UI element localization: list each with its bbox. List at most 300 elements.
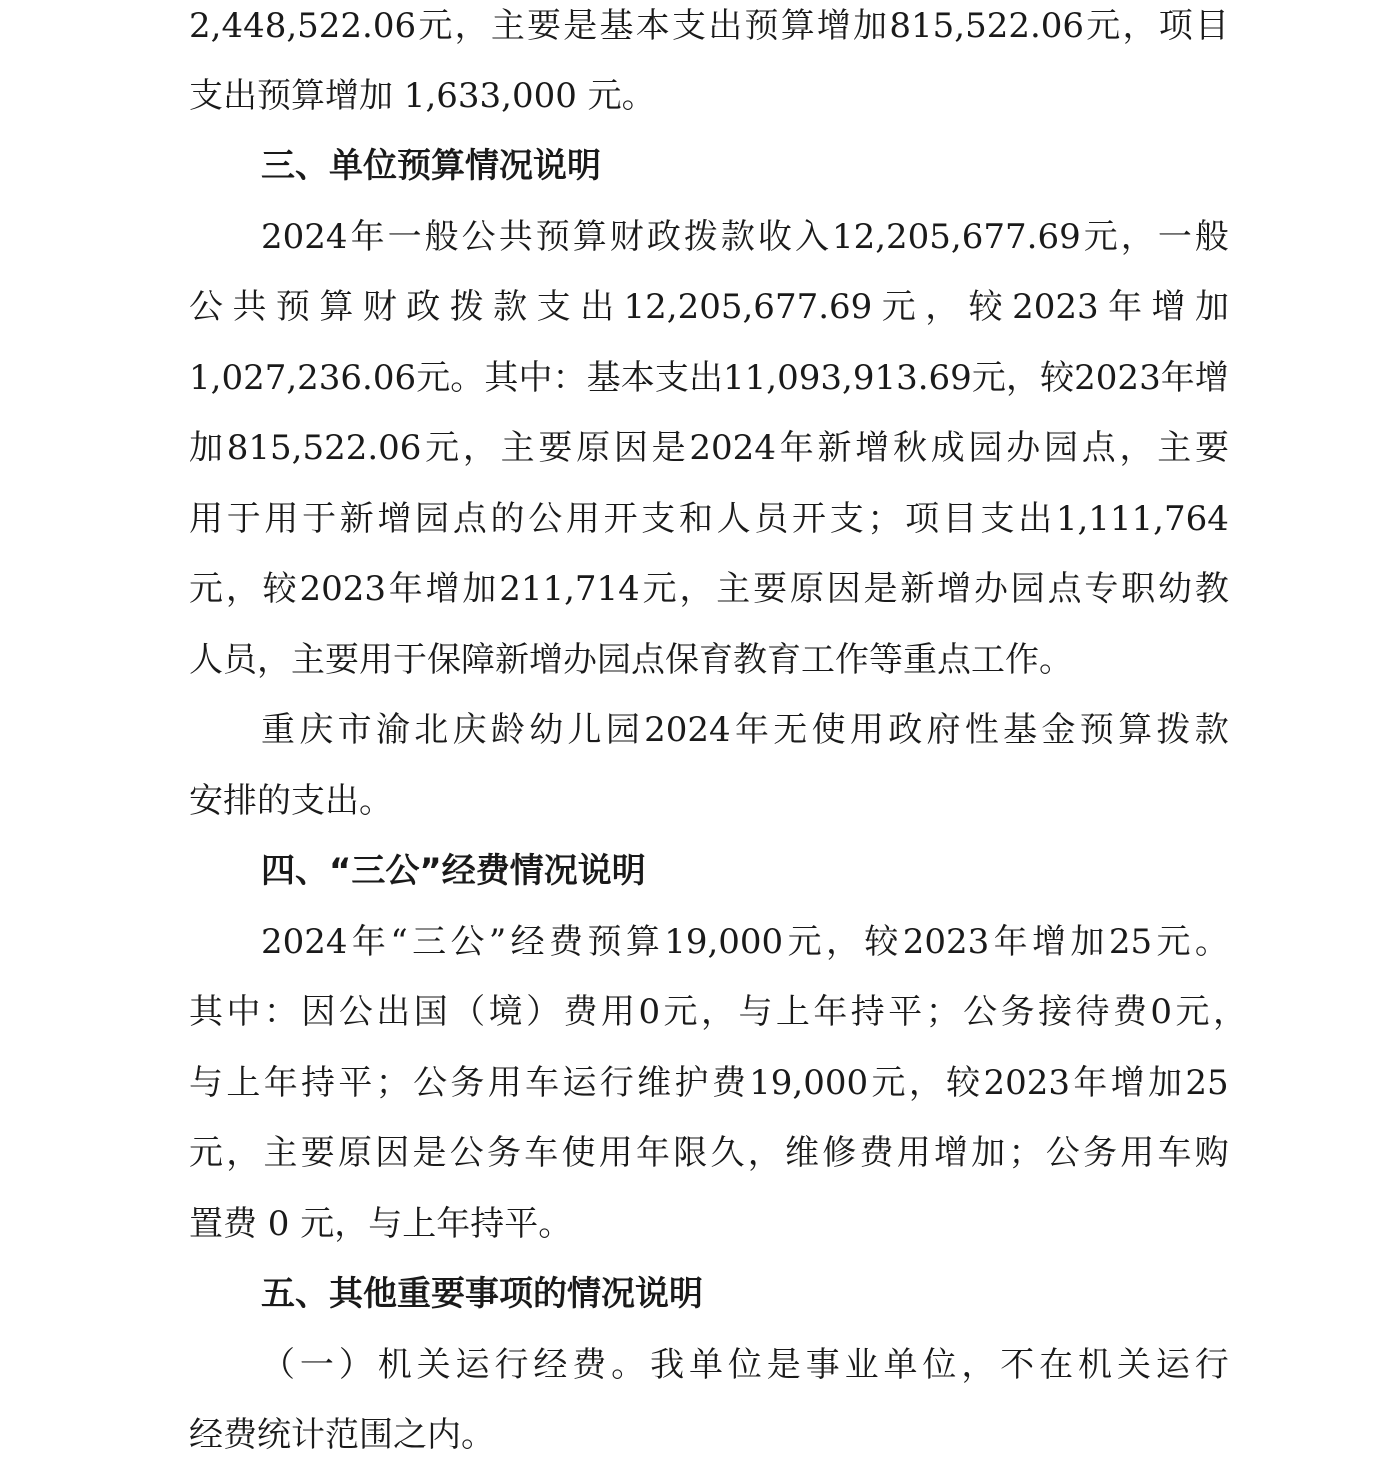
- text-run: 款: [493, 287, 528, 327]
- text-run: ）: [526, 992, 561, 1032]
- text-run: 增: [934, 1133, 968, 1173]
- text-run: 运: [455, 1345, 490, 1385]
- paragraph-line: [189, 493, 1229, 545]
- text-run: 龄: [490, 710, 525, 750]
- text-run: 事: [805, 1345, 840, 1385]
- text-run: 预: [535, 217, 570, 257]
- text-run: 是: [863, 569, 898, 609]
- text-run: 经: [533, 1345, 568, 1385]
- paragraph-line: [261, 704, 1229, 756]
- text-run: 元: [642, 569, 677, 609]
- text-run: 加: [462, 569, 497, 609]
- text-run: 公: [461, 217, 496, 257]
- text-run: 入: [794, 217, 829, 257]
- text-run: ，: [1005, 358, 1040, 398]
- text-run: 渝: [375, 710, 410, 750]
- text-run: 在: [1039, 1345, 1074, 1385]
- text-run: 项: [905, 499, 940, 539]
- paragraph-line: [261, 211, 1229, 263]
- text-run: 公: [189, 287, 223, 327]
- text-run: 一: [387, 217, 422, 257]
- text-run: 元: [1086, 6, 1121, 46]
- text-run: ；: [867, 499, 902, 539]
- text-run: 费: [711, 1063, 746, 1103]
- text-run: 年: [1108, 287, 1143, 327]
- text-run: 主: [1157, 428, 1192, 468]
- text-run: 预: [744, 6, 779, 46]
- text-run: ，: [747, 1133, 782, 1173]
- paragraph-line: [189, 1057, 1229, 1109]
- text-run: ，: [925, 287, 960, 327]
- text-run: 款: [720, 217, 755, 257]
- text-run: 11,093,913.69: [723, 358, 972, 398]
- text-run: 员: [754, 499, 789, 539]
- text-run: 增: [855, 428, 890, 468]
- text-run: 用: [1120, 1133, 1155, 1173]
- text-run: 2023: [1074, 358, 1161, 398]
- text-run: 原: [576, 428, 611, 468]
- text-run: 于: [226, 499, 261, 539]
- text-run: 因: [826, 569, 861, 609]
- paragraph-line: [189, 352, 1229, 404]
- text-run: 收: [757, 217, 792, 257]
- text-run: 支: [536, 287, 571, 327]
- text-run: ：: [552, 358, 587, 398]
- text-run: 费: [859, 1133, 894, 1173]
- text-run: 于: [302, 499, 337, 539]
- text-run: 1,111,764: [1055, 499, 1229, 539]
- text-run: 算: [319, 287, 354, 327]
- text-run: 出: [376, 992, 411, 1032]
- text-run: 0: [638, 992, 661, 1032]
- text-run: 2024: [644, 710, 731, 750]
- text-run: 新: [900, 569, 935, 609]
- text-run: 位: [727, 1345, 762, 1385]
- text-run: 位: [922, 1345, 957, 1385]
- text-run: 共: [232, 287, 267, 327]
- text-run: 预: [1079, 710, 1114, 750]
- text-run: 行: [494, 1345, 529, 1385]
- text-run: 元: [1083, 217, 1118, 257]
- text-run: 庆: [299, 710, 334, 750]
- text-run: 限: [673, 1133, 708, 1173]
- text-run: ）: [338, 1345, 373, 1385]
- text-run: 主: [490, 6, 525, 46]
- text-run: 年: [993, 922, 1028, 962]
- text-run: 运: [562, 1063, 597, 1103]
- text-run: 费: [1112, 992, 1147, 1032]
- text-run: 增: [377, 499, 412, 539]
- paragraph-line: 经费统计范围之内。: [189, 1415, 495, 1455]
- text-run: 增: [1032, 922, 1067, 962]
- paragraph-line: [261, 916, 1229, 968]
- paragraph-line: 人员，主要用于保障新增办园点保育教育工作等重点工作。: [189, 640, 1073, 680]
- text-run: 拨: [1156, 710, 1191, 750]
- text-run: 用: [896, 1133, 931, 1173]
- text-run: 元: [663, 992, 698, 1032]
- text-run: ；: [1008, 1133, 1043, 1173]
- text-run: 一: [1157, 217, 1192, 257]
- text-run: 教: [1194, 569, 1229, 609]
- text-run: 新: [817, 428, 852, 468]
- text-run: 公: [963, 992, 998, 1032]
- text-run: 市: [337, 710, 372, 750]
- text-run: 护: [674, 1063, 709, 1103]
- text-run: 年: [779, 428, 814, 468]
- text-run: 主: [716, 569, 751, 609]
- text-run: 元: [1175, 992, 1210, 1032]
- paragraph-line: 支出预算增加 1,633,000 元。: [189, 76, 656, 116]
- text-run: 加: [189, 428, 223, 468]
- text-run: 园: [605, 710, 640, 750]
- text-run: 性: [964, 710, 999, 750]
- text-run: 上: [226, 1063, 261, 1103]
- text-run: “: [390, 922, 408, 962]
- text-run: 园: [415, 499, 450, 539]
- text-run: 较: [946, 1063, 981, 1103]
- text-run: 元: [189, 569, 223, 609]
- text-run: 般: [1194, 217, 1229, 257]
- text-run: 用: [264, 499, 299, 539]
- text-run: 因: [301, 992, 336, 1032]
- paragraph-line: [189, 281, 1229, 333]
- text-run: 财: [609, 217, 644, 257]
- text-run: 2023: [299, 569, 386, 609]
- text-run: ”: [488, 922, 507, 962]
- text-run: ；: [925, 992, 960, 1032]
- text-run: 2023: [983, 1063, 1071, 1103]
- text-run: 支: [671, 6, 706, 46]
- text-run: 其: [189, 992, 223, 1032]
- text-run: 主: [500, 428, 535, 468]
- text-run: 费: [549, 922, 584, 962]
- text-run: 元: [881, 287, 916, 327]
- text-run: 办: [1006, 428, 1041, 468]
- text-run: 中: [518, 358, 553, 398]
- text-run: 。: [450, 358, 485, 398]
- text-run: 财: [362, 287, 397, 327]
- text-run: 支: [980, 499, 1015, 539]
- text-run: 成: [930, 428, 965, 468]
- text-run: 拨: [683, 217, 718, 257]
- text-run: 接: [1038, 992, 1073, 1032]
- text-run: ，: [825, 922, 860, 962]
- text-run: 用: [487, 1063, 522, 1103]
- text-run: 款: [1194, 710, 1229, 750]
- text-run: 基: [586, 358, 621, 398]
- text-run: 和: [678, 499, 713, 539]
- text-run: 园: [1010, 569, 1045, 609]
- text-run: 支: [641, 499, 676, 539]
- text-run: 年: [734, 710, 769, 750]
- paragraph-line: [189, 1127, 1229, 1179]
- text-run: 元: [416, 358, 451, 398]
- text-run: 与: [189, 1063, 223, 1103]
- text-run: 算: [572, 217, 607, 257]
- paragraph-line: [189, 986, 1247, 1038]
- text-run: （: [261, 1345, 295, 1385]
- text-run: 待: [1075, 992, 1110, 1032]
- text-run: 元: [787, 922, 822, 962]
- text-run: 要: [527, 6, 562, 46]
- section-heading-5: 五、其他重要事项的情况说明: [261, 1274, 703, 1314]
- text-run: 点: [1047, 569, 1082, 609]
- text-run: 公: [338, 992, 373, 1032]
- text-run: 要: [300, 1133, 335, 1173]
- text-run: 修: [822, 1133, 857, 1173]
- text-run: 12,205,677.69: [831, 217, 1081, 257]
- text-run: 业: [844, 1345, 879, 1385]
- paragraph-line: 安排的支出。: [189, 781, 393, 821]
- text-run: 。: [611, 1345, 646, 1385]
- text-run: 算: [1118, 710, 1153, 750]
- text-run: 行: [1194, 1345, 1229, 1385]
- text-run: 出: [708, 6, 743, 46]
- text-run: 儿: [567, 710, 602, 750]
- text-run: 单: [883, 1345, 918, 1385]
- text-run: 久: [710, 1133, 745, 1173]
- text-run: 增: [937, 569, 972, 609]
- text-run: 用: [565, 499, 600, 539]
- text-run: ，: [908, 1063, 943, 1103]
- text-run: 是: [766, 1345, 801, 1385]
- text-run: 车: [524, 1133, 559, 1173]
- text-run: 元: [425, 428, 460, 468]
- text-run: 加: [1070, 922, 1105, 962]
- text-run: 重: [261, 710, 295, 750]
- text-run: ，: [226, 1133, 261, 1173]
- text-run: 公: [413, 1063, 448, 1103]
- text-run: ；: [375, 1063, 410, 1103]
- text-run: 815,522.06: [889, 6, 1085, 46]
- text-run: 平: [338, 1063, 373, 1103]
- text-run: 预: [587, 922, 622, 962]
- text-run: 要: [753, 569, 788, 609]
- text-run: 元: [189, 1133, 223, 1173]
- text-run: 务: [1083, 1133, 1117, 1173]
- text-run: 使: [811, 710, 846, 750]
- text-run: 要: [1194, 428, 1229, 468]
- text-run: 2023: [902, 922, 990, 962]
- text-run: 2023: [1012, 287, 1099, 327]
- text-run: 公: [449, 1133, 484, 1173]
- text-run: 年: [351, 922, 386, 962]
- text-run: 加: [1194, 287, 1229, 327]
- text-run: ，: [454, 6, 489, 46]
- paragraph-line: [189, 422, 1229, 474]
- text-run: 元: [971, 358, 1006, 398]
- text-run: 增: [1194, 358, 1229, 398]
- text-run: 用: [598, 1133, 633, 1173]
- text-run: 政: [888, 710, 923, 750]
- text-run: ，: [1122, 6, 1157, 46]
- text-run: 持: [850, 992, 885, 1032]
- text-run: 较: [1040, 358, 1075, 398]
- text-run: 人: [716, 499, 751, 539]
- text-run: ，: [1120, 217, 1155, 257]
- text-run: 三: [412, 922, 447, 962]
- text-run: 园: [1043, 428, 1078, 468]
- text-run: 用: [849, 710, 884, 750]
- text-run: 务: [1000, 992, 1035, 1032]
- text-run: 要: [538, 428, 573, 468]
- text-run: 出: [688, 358, 723, 398]
- text-run: 维: [785, 1133, 819, 1173]
- text-run: 拨: [449, 287, 484, 327]
- text-run: 25: [1185, 1063, 1229, 1103]
- text-run: 中: [226, 992, 261, 1032]
- text-run: 职: [1121, 569, 1156, 609]
- text-run: 年: [263, 1063, 298, 1103]
- text-run: ，: [961, 1345, 996, 1385]
- text-run: 公: [528, 499, 563, 539]
- text-run: 用: [600, 992, 635, 1032]
- text-run: 增: [816, 6, 851, 46]
- text-run: 秋: [892, 428, 927, 468]
- text-run: ，: [225, 569, 260, 609]
- text-run: 原: [338, 1133, 372, 1173]
- text-run: 开: [792, 499, 826, 539]
- paragraph-line: [189, 0, 1229, 52]
- section-heading-3: 三、单位预算情况说明: [261, 146, 601, 186]
- text-run: 务: [450, 1063, 485, 1103]
- text-run: 国: [413, 992, 448, 1032]
- text-run: ，: [1119, 428, 1154, 468]
- text-run: 经: [510, 922, 545, 962]
- text-run: 211,714: [499, 569, 640, 609]
- text-run: 。: [1194, 922, 1229, 962]
- text-run: 基: [1003, 710, 1038, 750]
- text-run: 持: [301, 1063, 336, 1103]
- text-run: 使: [561, 1133, 596, 1173]
- text-run: 政: [406, 287, 441, 327]
- text-run: 增: [425, 569, 460, 609]
- text-run: 平: [888, 992, 923, 1032]
- text-run: 政: [646, 217, 681, 257]
- text-run: ：: [263, 992, 298, 1032]
- text-run: 其: [484, 358, 519, 398]
- text-run: 1,027,236.06: [189, 358, 417, 398]
- text-run: 较: [968, 287, 1003, 327]
- paragraph-line: [261, 1339, 1229, 1391]
- text-run: 专: [1084, 569, 1119, 609]
- text-run: 车: [525, 1063, 560, 1103]
- text-run: 较: [262, 569, 297, 609]
- text-run: 新: [339, 499, 374, 539]
- text-run: 项: [1158, 6, 1193, 46]
- text-run: 年: [350, 217, 385, 257]
- text-run: 点: [1081, 428, 1116, 468]
- text-run: 园: [968, 428, 1003, 468]
- text-run: 无: [773, 710, 808, 750]
- text-run: 目: [942, 499, 977, 539]
- paragraph-line: 置费 0 元，与上年持平。: [189, 1204, 573, 1244]
- text-run: 用: [189, 499, 223, 539]
- text-run: 是: [412, 1133, 447, 1173]
- text-run: 815,522.06: [226, 428, 422, 468]
- text-run: ，: [700, 992, 735, 1032]
- text-run: 年: [1073, 1063, 1108, 1103]
- text-run: 加: [853, 6, 888, 46]
- text-run: 的: [490, 499, 525, 539]
- text-run: 行: [599, 1063, 634, 1103]
- text-run: 务: [487, 1133, 521, 1173]
- text-run: 我: [650, 1345, 685, 1385]
- text-run: 预: [275, 287, 310, 327]
- text-run: 机: [377, 1345, 412, 1385]
- text-run: 元: [871, 1063, 906, 1103]
- text-run: ，: [679, 569, 714, 609]
- text-run: （: [451, 992, 486, 1032]
- text-run: 元: [1156, 922, 1191, 962]
- text-run: 本: [620, 358, 655, 398]
- text-run: 年: [636, 1133, 670, 1173]
- text-run: 开: [603, 499, 638, 539]
- text-run: 较: [864, 922, 899, 962]
- text-run: 一: [299, 1345, 334, 1385]
- text-run: 机: [1078, 1345, 1113, 1385]
- text-run: 上: [775, 992, 810, 1032]
- text-run: 支: [654, 358, 689, 398]
- text-run: 算: [625, 922, 660, 962]
- section-heading-4: 四、“三公”经费情况说明: [261, 851, 646, 891]
- text-run: 点: [452, 499, 487, 539]
- text-run: 共: [498, 217, 533, 257]
- text-run: 公: [1045, 1133, 1080, 1173]
- text-run: 是: [563, 6, 598, 46]
- text-run: 购: [1194, 1133, 1229, 1173]
- text-run: 本: [635, 6, 670, 46]
- text-run: 出: [580, 287, 615, 327]
- text-run: 目: [1195, 6, 1229, 46]
- text-run: 车: [1157, 1133, 1192, 1173]
- text-run: 运: [1155, 1345, 1190, 1385]
- text-run: 19,000: [664, 922, 784, 962]
- text-run: ，: [1212, 992, 1247, 1032]
- text-run: 元: [418, 6, 453, 46]
- paragraph-line: [189, 563, 1229, 615]
- text-run: 般: [424, 217, 459, 257]
- text-run: 原: [789, 569, 824, 609]
- text-run: 2024: [261, 217, 348, 257]
- text-run: 金: [1041, 710, 1076, 750]
- text-run: 维: [637, 1063, 672, 1103]
- text-run: 关: [1116, 1345, 1151, 1385]
- text-run: 年: [1160, 358, 1195, 398]
- text-run: 加: [971, 1133, 1006, 1173]
- text-run: 增: [1110, 1063, 1145, 1103]
- text-run: 不: [1000, 1345, 1035, 1385]
- text-run: 19,000: [749, 1063, 869, 1103]
- text-run: 算: [780, 6, 815, 46]
- text-run: 支: [829, 499, 864, 539]
- text-run: 12,205,677.69: [623, 287, 873, 327]
- text-run: 幼: [1158, 569, 1193, 609]
- text-run: 北: [414, 710, 449, 750]
- text-run: 幼: [529, 710, 564, 750]
- text-run: 因: [613, 428, 648, 468]
- text-run: 境: [488, 992, 523, 1032]
- text-run: 办: [973, 569, 1008, 609]
- text-run: 加: [1148, 1063, 1183, 1103]
- text-run: 单: [688, 1345, 723, 1385]
- text-run: 费: [572, 1345, 607, 1385]
- text-run: 25: [1108, 922, 1153, 962]
- text-run: 是: [651, 428, 686, 468]
- text-run: 2024: [689, 428, 776, 468]
- text-run: 庆: [452, 710, 487, 750]
- text-run: 公: [450, 922, 485, 962]
